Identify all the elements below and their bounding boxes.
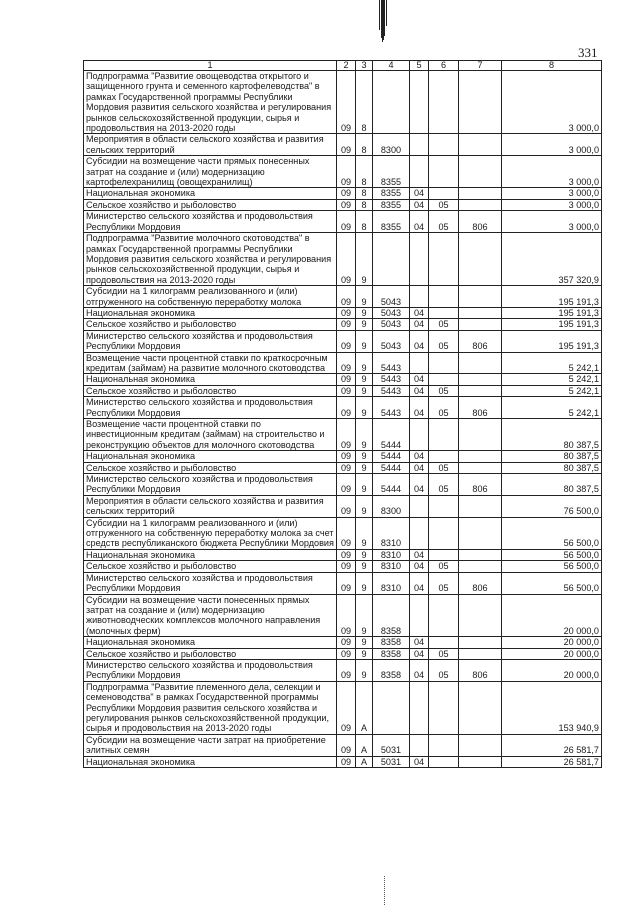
amount-cell: 3 000,0	[502, 199, 602, 210]
subsection-cell	[429, 286, 459, 308]
expense-type-cell	[459, 319, 502, 330]
page-number: 331	[578, 45, 598, 60]
section-cell	[410, 156, 429, 188]
expense-type-cell	[459, 495, 502, 517]
section-code-cell: 09	[337, 659, 356, 681]
target-article-cell: 8358	[373, 637, 410, 648]
row-name-cell: Сельское хозяйство и рыболовство	[84, 199, 337, 210]
subsection-cell: 05	[429, 397, 459, 419]
subprogram-code-cell: А	[356, 734, 373, 756]
subprogram-code-cell: 9	[356, 659, 373, 681]
section-cell	[410, 734, 429, 756]
table-row	[84, 385, 602, 396]
subsection-cell: 05	[429, 199, 459, 210]
section-cell: 04	[410, 561, 429, 572]
amount-cell: 195 191,3	[502, 286, 602, 308]
amount-cell: 5 242,1	[502, 397, 602, 419]
subprogram-code-cell: 8	[356, 134, 373, 156]
table-header-row	[84, 61, 602, 71]
expense-type-cell	[459, 286, 502, 308]
section-cell: 04	[410, 549, 429, 560]
section-cell: 04	[410, 188, 429, 199]
subsection-cell	[429, 681, 459, 734]
subprogram-code-cell: 9	[356, 648, 373, 659]
amount-cell: 26 581,7	[502, 734, 602, 756]
section-code-cell: 09	[337, 451, 356, 462]
table-row	[84, 648, 602, 659]
table-row	[84, 319, 602, 330]
target-article-cell: 8310	[373, 561, 410, 572]
subsection-cell	[429, 637, 459, 648]
target-article-cell: 5444	[373, 419, 410, 451]
target-article-cell	[373, 681, 410, 734]
subsection-cell	[429, 594, 459, 637]
amount-cell: 80 387,5	[502, 474, 602, 496]
target-article-cell: 8310	[373, 549, 410, 560]
expense-type-cell	[459, 352, 502, 374]
section-code-cell: 09	[337, 419, 356, 451]
table-row	[84, 352, 602, 374]
row-name-cell: Подпрограмма "Развитие молочного скотоводства" в рамках Государственной программы Республики Мордовия развития сельского хозяйства и регулирования рынков сельскохозяйственной продукции, сырья и продовольствия на 2013-2020 годы	[84, 233, 337, 286]
subprogram-code-cell: 9	[356, 286, 373, 308]
row-name-cell: Сельское хозяйство и рыболовство	[84, 462, 337, 473]
subsection-cell: 05	[429, 319, 459, 330]
amount-cell: 80 387,5	[502, 451, 602, 462]
row-name-cell: Министерство сельского хозяйства и продовольствия Республики Мордовия	[84, 659, 337, 681]
section-code-cell: 09	[337, 594, 356, 637]
section-code-cell: 09	[337, 462, 356, 473]
table-row	[84, 681, 602, 734]
row-name-cell: Министерство сельского хозяйства и продовольствия Республики Мордовия	[84, 330, 337, 352]
row-name-cell: Сельское хозяйство и рыболовство	[84, 561, 337, 572]
expense-type-cell	[459, 199, 502, 210]
section-cell: 04	[410, 572, 429, 594]
header-cell: 3	[356, 61, 373, 71]
amount-cell: 20 000,0	[502, 594, 602, 637]
row-name-cell: Министерство сельского хозяйства и продовольствия Республики Мордовия	[84, 474, 337, 496]
section-cell	[410, 134, 429, 156]
section-code-cell: 09	[337, 188, 356, 199]
target-article-cell: 5043	[373, 330, 410, 352]
target-article-cell: 5443	[373, 397, 410, 419]
row-name-cell: Национальная экономика	[84, 451, 337, 462]
table-row	[84, 462, 602, 473]
target-article-cell: 8355	[373, 199, 410, 210]
subsection-cell: 05	[429, 561, 459, 572]
table-row	[84, 374, 602, 385]
subprogram-code-cell: 8	[356, 188, 373, 199]
expense-type-cell	[459, 681, 502, 734]
subsection-cell	[429, 756, 459, 767]
expense-type-cell: 806	[459, 397, 502, 419]
subsection-cell	[429, 71, 459, 134]
section-cell: 04	[410, 648, 429, 659]
row-name-cell: Субсидии на 1 килограмм реализованного и (или) отгруженного на собственную переработку молока	[84, 286, 337, 308]
subsection-cell	[429, 374, 459, 385]
section-cell: 04	[410, 462, 429, 473]
subprogram-code-cell: 9	[356, 419, 373, 451]
expense-type-cell	[459, 734, 502, 756]
subsection-cell	[429, 134, 459, 156]
section-cell: 04	[410, 374, 429, 385]
fold-mark	[384, 876, 389, 905]
subprogram-code-cell: 9	[356, 374, 373, 385]
row-name-cell: Субсидии на возмещение части прямых понесенных затрат на создание и (или) модернизацию картофелехранилищ (овощехранилищ)	[84, 156, 337, 188]
expense-type-cell	[459, 637, 502, 648]
section-code-cell: 09	[337, 374, 356, 385]
subprogram-code-cell: 9	[356, 637, 373, 648]
table-row	[84, 188, 602, 199]
amount-cell: 56 500,0	[502, 549, 602, 560]
subprogram-code-cell: 9	[356, 451, 373, 462]
subsection-cell	[429, 549, 459, 560]
expense-type-cell	[459, 756, 502, 767]
section-cell: 04	[410, 637, 429, 648]
expense-type-cell	[459, 134, 502, 156]
subsection-cell	[429, 156, 459, 188]
target-article-cell: 5443	[373, 385, 410, 396]
section-cell	[410, 71, 429, 134]
expense-type-cell: 806	[459, 474, 502, 496]
expense-type-cell: 806	[459, 330, 502, 352]
subsection-cell	[429, 233, 459, 286]
subprogram-code-cell: 9	[356, 462, 373, 473]
subprogram-code-cell: 9	[356, 233, 373, 286]
section-cell	[410, 594, 429, 637]
row-name-cell: Министерство сельского хозяйства и продовольствия Республики Мордовия	[84, 211, 337, 233]
expense-type-cell	[459, 156, 502, 188]
section-cell	[410, 495, 429, 517]
header-cell: 8	[502, 61, 602, 71]
row-name-cell: Сельское хозяйство и рыболовство	[84, 319, 337, 330]
section-code-cell: 09	[337, 637, 356, 648]
row-name-cell: Субсидии на возмещение части понесенных прямых затрат на создание и (или) модернизацию животноводческих комплексов молочного направления (молочных ферм)	[84, 594, 337, 637]
section-cell: 04	[410, 385, 429, 396]
section-code-cell: 09	[337, 397, 356, 419]
target-article-cell: 5443	[373, 374, 410, 385]
amount-cell: 80 387,5	[502, 419, 602, 451]
row-name-cell: Национальная экономика	[84, 756, 337, 767]
amount-cell: 26 581,7	[502, 756, 602, 767]
amount-cell: 3 000,0	[502, 71, 602, 134]
section-cell: 04	[410, 199, 429, 210]
subprogram-code-cell: 9	[356, 352, 373, 374]
expense-type-cell	[459, 233, 502, 286]
subsection-cell	[429, 451, 459, 462]
subprogram-code-cell: 9	[356, 330, 373, 352]
target-article-cell: 8310	[373, 572, 410, 594]
row-name-cell: Мероприятия в области сельского хозяйства и развития сельских территорий	[84, 134, 337, 156]
target-article-cell: 8355	[373, 188, 410, 199]
section-code-cell: 09	[337, 561, 356, 572]
section-code-cell: 09	[337, 648, 356, 659]
amount-cell: 56 500,0	[502, 517, 602, 549]
section-code-cell: 09	[337, 756, 356, 767]
amount-cell: 195 191,3	[502, 319, 602, 330]
section-cell: 04	[410, 211, 429, 233]
subsection-cell: 05	[429, 330, 459, 352]
table-row	[84, 71, 602, 134]
target-article-cell: 5043	[373, 307, 410, 318]
table-row	[84, 233, 602, 286]
subprogram-code-cell: 8	[356, 71, 373, 134]
table-row	[84, 307, 602, 318]
section-code-cell: 09	[337, 549, 356, 560]
subprogram-code-cell: 9	[356, 385, 373, 396]
subprogram-code-cell: 9	[356, 397, 373, 419]
expense-type-cell	[459, 517, 502, 549]
budget-table	[83, 60, 602, 768]
amount-cell: 20 000,0	[502, 637, 602, 648]
section-cell	[410, 419, 429, 451]
target-article-cell: 8358	[373, 594, 410, 637]
amount-cell: 3 000,0	[502, 211, 602, 233]
amount-cell: 3 000,0	[502, 134, 602, 156]
target-article-cell: 5444	[373, 474, 410, 496]
section-code-cell: 09	[337, 319, 356, 330]
section-code-cell: 09	[337, 517, 356, 549]
expense-type-cell: 806	[459, 659, 502, 681]
row-name-cell: Национальная экономика	[84, 188, 337, 199]
row-name-cell: Национальная экономика	[84, 549, 337, 560]
section-code-cell: 09	[337, 385, 356, 396]
row-name-cell: Субсидии на 1 килограмм реализованного и (или) отгруженного на собственную переработку молока за счет средств республиканского бюджета Республики Мордовия	[84, 517, 337, 549]
subsection-cell: 05	[429, 462, 459, 473]
subprogram-code-cell: 9	[356, 594, 373, 637]
amount-cell: 5 242,1	[502, 374, 602, 385]
row-name-cell: Возмещение части процентной ставки по инвестиционным кредитам (займам) на строительство и реконструкцию объектов для молочного скотоводства	[84, 419, 337, 451]
row-name-cell: Министерство сельского хозяйства и продовольствия Республики Мордовия	[84, 572, 337, 594]
table-row	[84, 517, 602, 549]
table-row	[84, 156, 602, 188]
subsection-cell	[429, 352, 459, 374]
subprogram-code-cell: 9	[356, 319, 373, 330]
subsection-cell: 05	[429, 385, 459, 396]
subsection-cell	[429, 495, 459, 517]
subprogram-code-cell: 8	[356, 199, 373, 210]
section-cell: 04	[410, 307, 429, 318]
row-name-cell: Национальная экономика	[84, 307, 337, 318]
row-name-cell: Мероприятия в области сельского хозяйства и развития сельских территорий	[84, 495, 337, 517]
subsection-cell: 05	[429, 659, 459, 681]
expense-type-cell	[459, 648, 502, 659]
subprogram-code-cell: 9	[356, 307, 373, 318]
table-row	[84, 451, 602, 462]
section-cell	[410, 352, 429, 374]
table-row	[84, 734, 602, 756]
amount-cell: 80 387,5	[502, 462, 602, 473]
header-cell: 2	[337, 61, 356, 71]
row-name-cell: Подпрограмма "Развитие овощеводства открытого и защищенного грунта и семенного картофелеводства" в рамках Государственной программы Республики Мордовия развития сельского хозяйства и регулирования рынков сельскохозяйственной продукции, сырья и продовольствия на 2013-2020 годы	[84, 71, 337, 134]
section-cell: 04	[410, 756, 429, 767]
section-code-cell: 09	[337, 734, 356, 756]
section-code-cell: 09	[337, 134, 356, 156]
expense-type-cell	[459, 374, 502, 385]
target-article-cell: 5444	[373, 462, 410, 473]
table-row	[84, 134, 602, 156]
section-code-cell: 09	[337, 474, 356, 496]
table-row	[84, 199, 602, 210]
header-cell: 5	[410, 61, 429, 71]
section-cell: 04	[410, 397, 429, 419]
table-row	[84, 594, 602, 637]
subsection-cell	[429, 419, 459, 451]
subsection-cell: 05	[429, 648, 459, 659]
amount-cell: 153 940,9	[502, 681, 602, 734]
section-code-cell: 09	[337, 330, 356, 352]
expense-type-cell	[459, 549, 502, 560]
expense-type-cell	[459, 188, 502, 199]
target-article-cell: 8358	[373, 648, 410, 659]
expense-type-cell	[459, 451, 502, 462]
row-name-cell: Возмещение части процентной ставки по краткосрочным кредитам (займам) на развитие молочного скотоводства	[84, 352, 337, 374]
table-row	[84, 561, 602, 572]
expense-type-cell	[459, 71, 502, 134]
amount-cell: 20 000,0	[502, 659, 602, 681]
subsection-cell: 05	[429, 474, 459, 496]
expense-type-cell	[459, 594, 502, 637]
expense-type-cell: 806	[459, 211, 502, 233]
table-row	[84, 330, 602, 352]
section-code-cell: 09	[337, 199, 356, 210]
amount-cell: 76 500,0	[502, 495, 602, 517]
amount-cell: 20 000,0	[502, 648, 602, 659]
target-article-cell: 8355	[373, 211, 410, 233]
header-cell: 1	[84, 61, 337, 71]
expense-type-cell	[459, 561, 502, 572]
table-row	[84, 211, 602, 233]
target-article-cell: 8358	[373, 659, 410, 681]
target-article-cell	[373, 233, 410, 286]
amount-cell: 3 000,0	[502, 188, 602, 199]
row-name-cell: Сельское хозяйство и рыболовство	[84, 385, 337, 396]
amount-cell: 56 500,0	[502, 561, 602, 572]
amount-cell: 5 242,1	[502, 385, 602, 396]
section-code-cell: 09	[337, 495, 356, 517]
expense-type-cell	[459, 307, 502, 318]
subsection-cell	[429, 188, 459, 199]
section-code-cell: 09	[337, 572, 356, 594]
amount-cell: 5 242,1	[502, 352, 602, 374]
table-row	[84, 286, 602, 308]
section-code-cell: 09	[337, 233, 356, 286]
table-row	[84, 419, 602, 451]
section-cell: 04	[410, 474, 429, 496]
row-name-cell: Субсидии на возмещение части затрат на приобретение элитных семян	[84, 734, 337, 756]
table-row	[84, 572, 602, 594]
table-row	[84, 397, 602, 419]
section-cell	[410, 233, 429, 286]
section-cell: 04	[410, 451, 429, 462]
section-cell: 04	[410, 659, 429, 681]
table-row	[84, 549, 602, 560]
subprogram-code-cell: 9	[356, 517, 373, 549]
amount-cell: 195 191,3	[502, 330, 602, 352]
amount-cell: 195 191,3	[502, 307, 602, 318]
subsection-cell	[429, 307, 459, 318]
target-article-cell	[373, 71, 410, 134]
row-name-cell: Подпрограмма "Развитие племенного дела, селекции и семеноводства" в рамках Государственной программы Республики Мордовия развития сельского хозяйства и регулирования рынков сельскохозяйственной продукции, сырья и продовольствия на 2013-2020 годы	[84, 681, 337, 734]
row-name-cell: Национальная экономика	[84, 637, 337, 648]
amount-cell: 56 500,0	[502, 572, 602, 594]
target-article-cell: 5444	[373, 451, 410, 462]
subprogram-code-cell: 9	[356, 495, 373, 517]
subprogram-code-cell: 8	[356, 156, 373, 188]
subsection-cell: 05	[429, 572, 459, 594]
section-code-cell: 09	[337, 681, 356, 734]
target-article-cell: 5043	[373, 286, 410, 308]
target-article-cell: 5443	[373, 352, 410, 374]
amount-cell: 3 000,0	[502, 156, 602, 188]
amount-cell: 357 320,9	[502, 233, 602, 286]
table-row	[84, 495, 602, 517]
row-name-cell: Министерство сельского хозяйства и продовольствия Республики Мордовия	[84, 397, 337, 419]
subprogram-code-cell: 9	[356, 572, 373, 594]
section-code-cell: 09	[337, 307, 356, 318]
subsection-cell	[429, 734, 459, 756]
subsection-cell: 05	[429, 211, 459, 233]
section-code-cell: 09	[337, 71, 356, 134]
section-code-cell: 09	[337, 286, 356, 308]
subprogram-code-cell: А	[356, 681, 373, 734]
subprogram-code-cell: 9	[356, 561, 373, 572]
subprogram-code-cell: 9	[356, 549, 373, 560]
expense-type-cell: 806	[459, 572, 502, 594]
header-cell: 6	[429, 61, 459, 71]
header-cell: 4	[373, 61, 410, 71]
subprogram-code-cell: А	[356, 756, 373, 767]
expense-type-cell	[459, 419, 502, 451]
section-cell	[410, 681, 429, 734]
expense-type-cell	[459, 462, 502, 473]
section-cell: 04	[410, 319, 429, 330]
section-cell	[410, 286, 429, 308]
section-code-cell: 09	[337, 352, 356, 374]
target-article-cell: 5031	[373, 756, 410, 767]
binding-mark	[377, 0, 387, 44]
target-article-cell: 8355	[373, 156, 410, 188]
target-article-cell: 5031	[373, 734, 410, 756]
table-row	[84, 474, 602, 496]
target-article-cell: 5043	[373, 319, 410, 330]
section-code-cell: 09	[337, 211, 356, 233]
section-code-cell: 09	[337, 156, 356, 188]
section-cell: 04	[410, 330, 429, 352]
target-article-cell: 8310	[373, 517, 410, 549]
subprogram-code-cell: 8	[356, 211, 373, 233]
row-name-cell: Сельское хозяйство и рыболовство	[84, 648, 337, 659]
expense-type-cell	[459, 385, 502, 396]
section-cell	[410, 517, 429, 549]
subprogram-code-cell: 9	[356, 474, 373, 496]
row-name-cell: Национальная экономика	[84, 374, 337, 385]
target-article-cell: 8300	[373, 134, 410, 156]
subsection-cell	[429, 517, 459, 549]
header-cell: 7	[459, 61, 502, 71]
target-article-cell: 8300	[373, 495, 410, 517]
table-row	[84, 756, 602, 767]
table-row	[84, 659, 602, 681]
table-row	[84, 637, 602, 648]
